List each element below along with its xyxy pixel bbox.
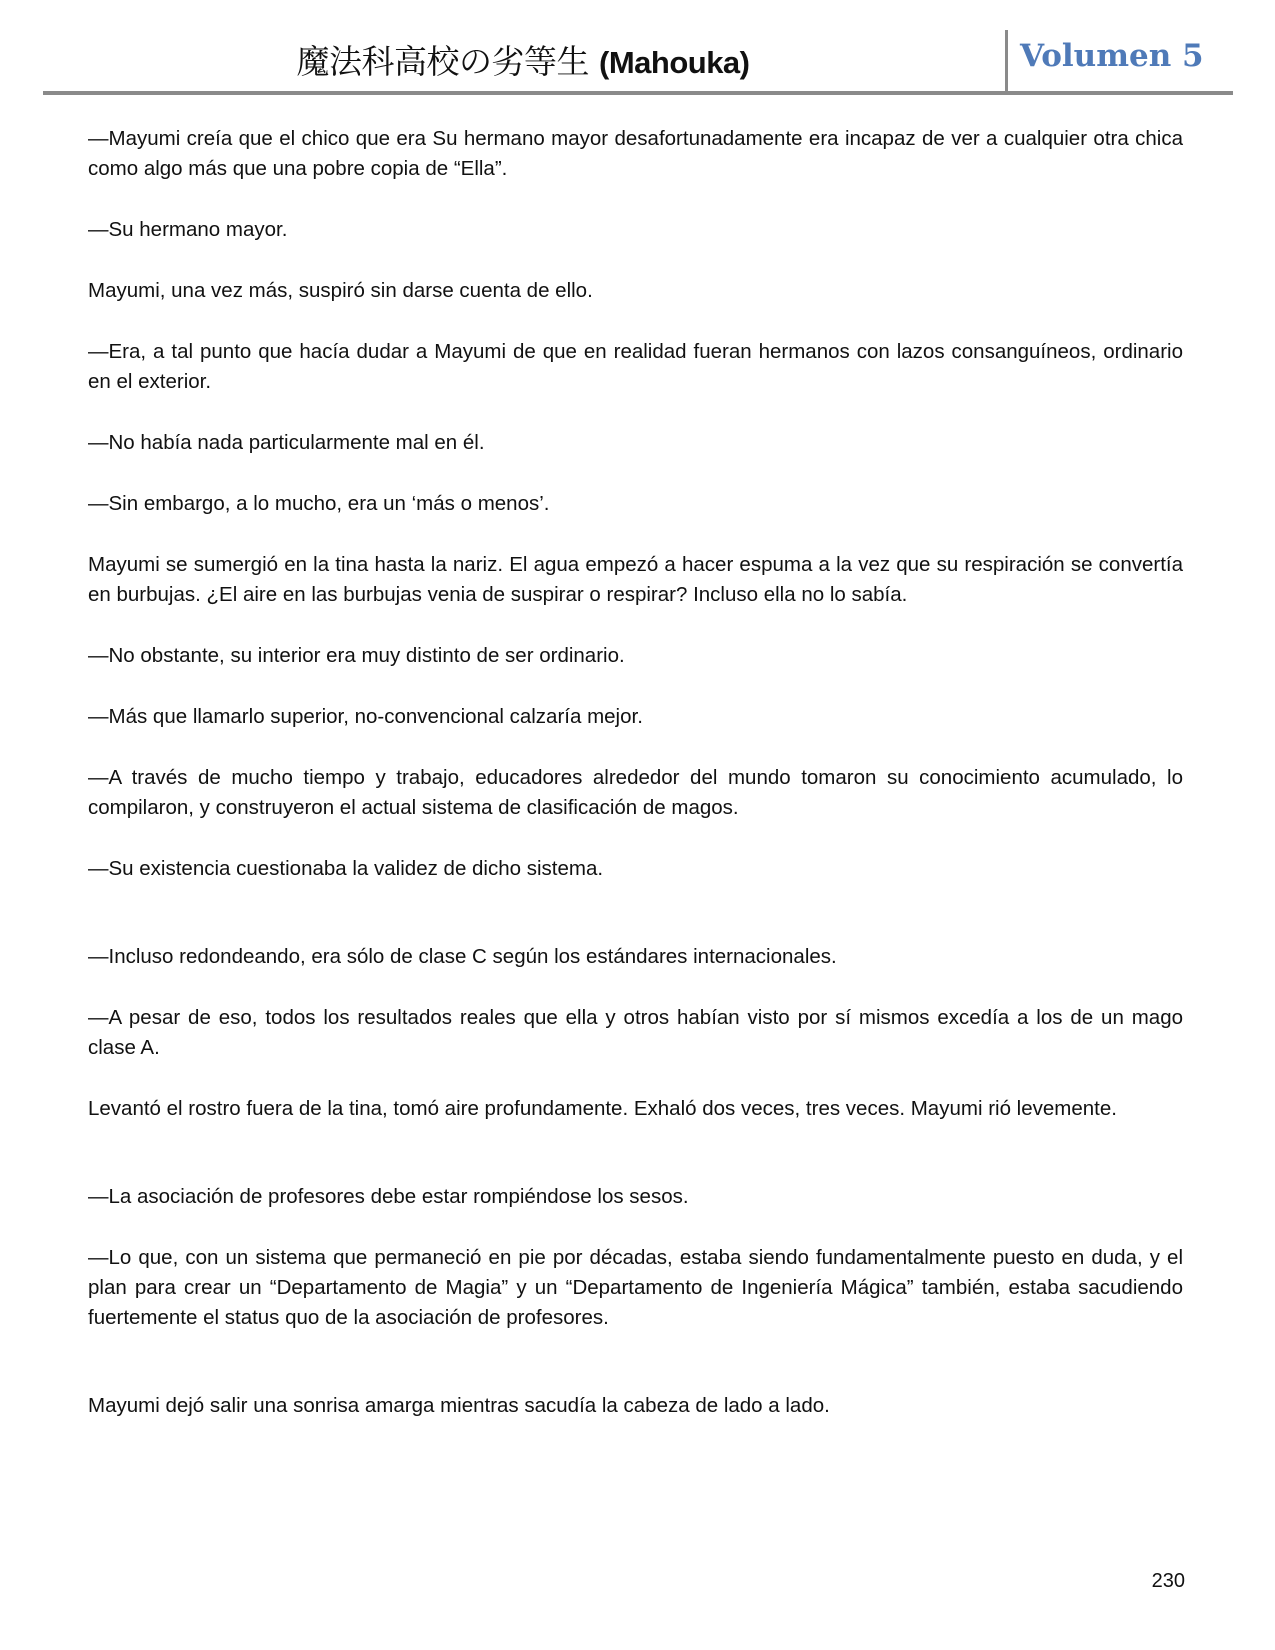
paragraph: —No obstante, su interior era muy distinto de ser ordinario. xyxy=(88,644,625,667)
paragraph: —Su hermano mayor. xyxy=(88,218,288,241)
header-rule xyxy=(43,91,1233,95)
book-title-romaji: (Mahouka) xyxy=(599,45,750,80)
blank-line xyxy=(88,1155,1183,1182)
header-divider xyxy=(1005,30,1008,92)
paragraph: Mayumi se sumergió en la tina hasta la nariz. El agua empezó a hacer espuma a la vez que su respiración se convertía en burbujas. ¿El aire en las burbujas venia de suspirar o respirar? Incluso ella no lo sabía. xyxy=(88,553,1183,606)
paragraph: —La asociación de profesores debe estar rompiéndose los sesos. xyxy=(88,1185,689,1208)
paragraph: —Sin embargo, a lo mucho, era un ‘más o menos’. xyxy=(88,492,550,515)
paragraph: —Era, a tal punto que hacía dudar a Mayumi de que en realidad fueran hermanos con lazos consanguíneos, ordinario en el exterior. xyxy=(88,340,1183,393)
book-title-japanese: 魔法科高校の劣等生 xyxy=(296,42,589,81)
paragraph: —Incluso redondeando, era sólo de clase C según los estándares internacionales. xyxy=(88,945,837,968)
page-number: 230 xyxy=(1151,1570,1185,1592)
paragraph: —Mayumi creía que el chico que era Su hermano mayor desafortunadamente era incapaz de ver a cualquier otra chica como algo más que una pobre copia de “Ella”. xyxy=(88,127,1183,180)
paragraph: Levantó el rostro fuera de la tina, tomó aire profundamente. Exhaló dos veces, tres veces. Mayumi rió levemente. xyxy=(88,1097,1117,1120)
paragraph: —Más que llamarlo superior, no-convencional calzaría mejor. xyxy=(88,705,643,728)
page-body xyxy=(88,124,1183,1452)
paragraph: —Su existencia cuestionaba la validez de dicho sistema. xyxy=(88,857,604,880)
page-header xyxy=(43,28,1233,96)
paragraph: —No había nada particularmente mal en él. xyxy=(88,431,485,454)
volume-label: Volumen 5 xyxy=(1020,38,1204,74)
paragraph: —A través de mucho tiempo y trabajo, educadores alrededor del mundo tomaron su conocimiento acumulado, lo compilaron, y construyeron el actual sistema de clasificación de magos. xyxy=(88,766,1183,819)
book-title xyxy=(43,36,1003,83)
blank-line xyxy=(88,1364,1183,1391)
paragraph: Mayumi, una vez más, suspiró sin darse cuenta de ello. xyxy=(88,279,593,302)
paragraph: —Lo que, con un sistema que permaneció en pie por décadas, estaba siendo fundamentalmente puesto en duda, y el plan para crear un “Departamento de Magia” y un “Departamento de Ingeniería Mágica” también, estaba sacudiendo fuertemente el status quo de la asociación de profesores. xyxy=(88,1246,1183,1329)
paragraph: —A pesar de eso, todos los resultados reales que ella y otros habían visto por sí mismos excedía a los de un mago clase A. xyxy=(88,1006,1183,1059)
blank-line xyxy=(88,915,1183,942)
paragraph: Mayumi dejó salir una sonrisa amarga mientras sacudía la cabeza de lado a lado. xyxy=(88,1394,830,1417)
